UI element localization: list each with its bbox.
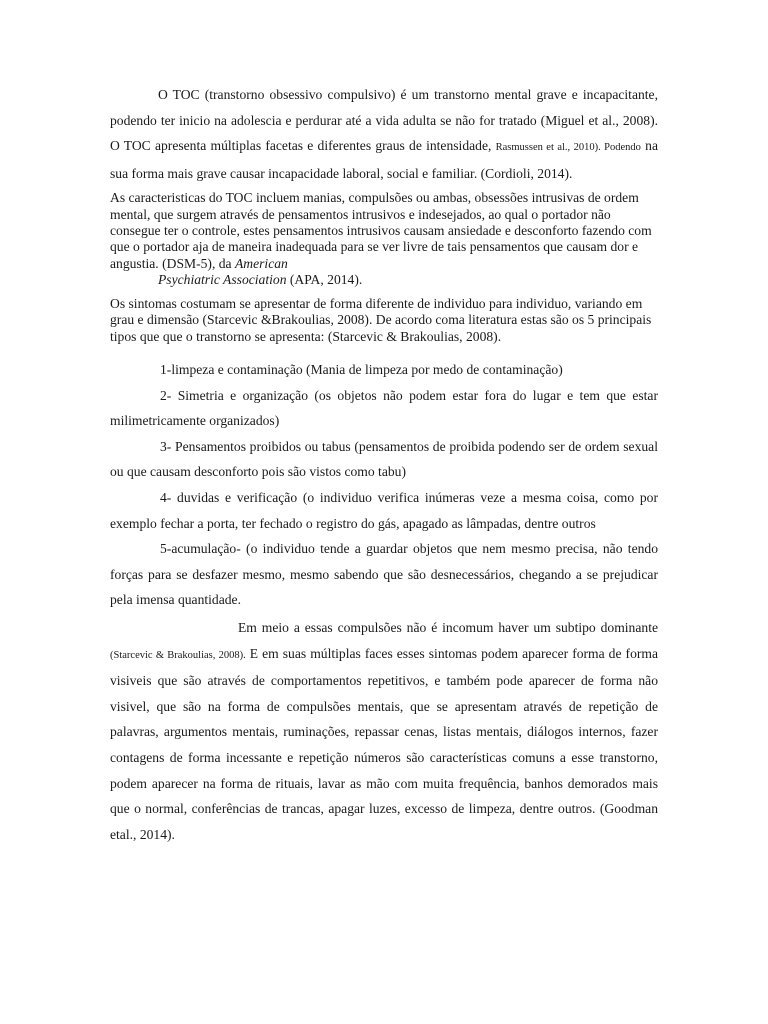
document-page — [110, 82, 658, 847]
paragraph-characteristics-text: As caracteristicas do TOC incluem manias, compulsões ou ambas, obsessões intrusivas de ordem mental, que surgem através de pensamentos intrusivos e indesejados, ao qual o portador não consegue ter o controle, estes pensamentos intrusivos causam ansiedade e desconforto fazendo com que o portador aja de maneira inadequada para se ver livre de tais pensamentos que causam dor e angustia. (DSM-5), da — [110, 190, 652, 271]
list-item-3: 3- Pensamentos proibidos ou tabus (pensamentos de proibida podendo ser de ordem sexual ou que causam desconforto pois são vistos como tabu) — [110, 438, 658, 480]
apa-italic-1: American — [234, 255, 288, 271]
list-item-4: 4- duvidas e verificação (o individuo verifica inúmeras veze a mesma coisa, como por exemplo fechar a porta, ter fechado o registro do gás, apagado as lâmpadas, dentre outros — [110, 490, 658, 531]
paragraph-compulsions-tail: E em suas múltiplas faces esses sintomas podem aparecer forma de forma visiveis que são através de comportamentos repetitivos, e também pode aparecer de forma não visivel, que são na forma de compulsões mentais, que se apresentam através de repetição de palavras, argumentos mentais, ruminações, repassar cenas, listas mentais, diálogos internos, fazer contagens de forma incessante e repetição números são características comuns a esse transtorno, podem aparecer na forma de rituais, lavar as mão com muita frequência, banhos demorados mais que o normal, conferências de trancas, apagar luzes, excesso de limpeza, dentre outros. (Goodman etal., 2014). — [110, 645, 659, 842]
paragraph-characteristics — [110, 190, 658, 288]
paragraph-intro — [110, 82, 658, 186]
paragraph-compulsions-text: Em meio a essas compulsões não é incomum haver um subtipo dominante — [238, 619, 658, 635]
list-item-5: 5-acumulação- (o individuo tende a guardar objetos que nem mesmo precisa, não tendo forças para se desfazer mesmo, mesmo sabendo que são desnecessários, chegando a se prejudicar pela imensa quantidade. — [110, 541, 658, 608]
list-item-1: 1-limpeza e contaminação (Mania de limpeza por medo de contaminação) — [160, 362, 563, 378]
paragraph-intro-text: O TOC (transtorno obsessivo compulsivo) é um transtorno mental grave e incapacitante, podendo ter inicio na adolescia e perdurar até a vida adulta se não for tratado (Miguel et al., 2008). O TOC apresenta múltiplas facetas e diferentes graus de intensidade, — [110, 87, 658, 154]
apa-italic-2: Psychiatric Association — [158, 271, 287, 287]
citation-rasmussen: Rasmussen et al., 2010). Podendo — [495, 142, 641, 154]
paragraph-intro-tail: na sua forma mais grave causar incapacidade laboral, social e familiar. (Cordioli, 2014). — [110, 138, 658, 181]
paragraph-symptoms — [110, 296, 658, 345]
paragraph-compulsions — [110, 615, 658, 847]
list-item-2: 2- Simetria e organização (os objetos não podem estar fora do lugar e tem que estar milimetricamente organizados) — [110, 387, 658, 429]
paragraph-symptoms-text: Os sintomas costumam se apresentar de forma diferente de individuo para individuo, variando em grau e dimensão (Starcevic &Brakoulias, 2008). De acordo coma literatura estas são os 5 principais tipos que que o transtorno se apresenta: (Starcevic & Brakoulias, 2008). — [110, 296, 652, 344]
apa-line — [110, 272, 658, 288]
citation-starcevic: (Starcevic & Brakoulias, 2008). — [110, 649, 246, 661]
apa-tail: (APA, 2014). — [286, 271, 363, 287]
